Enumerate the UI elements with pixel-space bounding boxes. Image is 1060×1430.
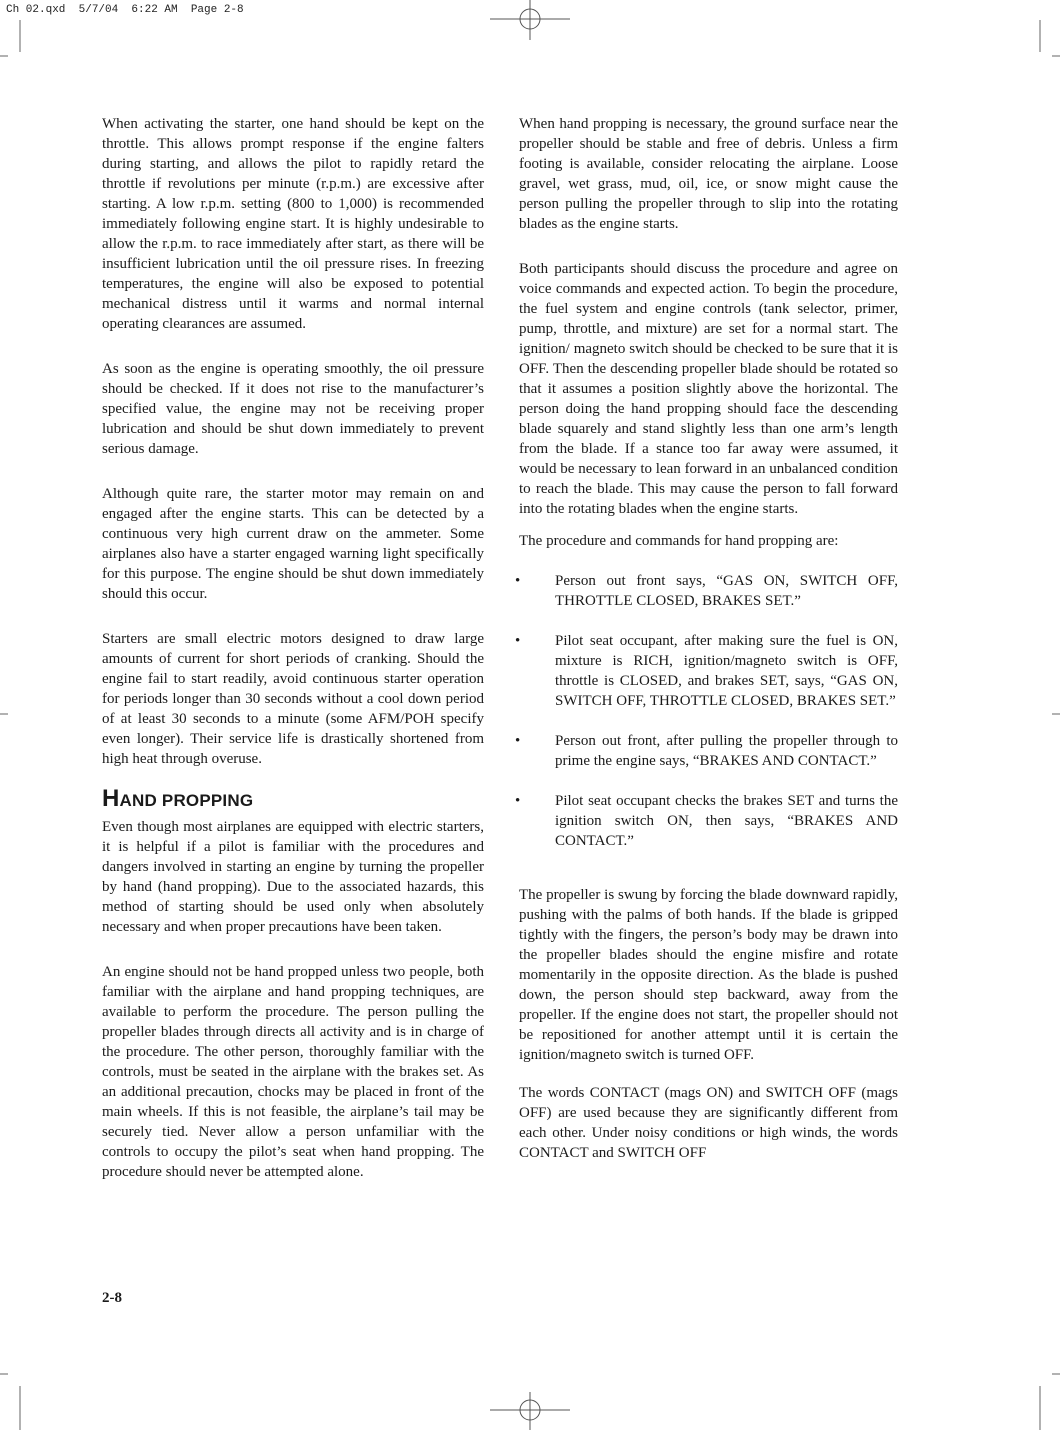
registration-mark-top [488,0,572,40]
heading-initial: H [102,785,120,812]
list-item [515,731,898,771]
heading-rest: AND PROPPING [119,791,254,810]
paragraph-hand-propping-intro: Even though most airplanes are equipped with electric starters, it is helpful if a pilot is familiar with the procedures and dangers involved in starting an engine by turning the propeller by hand (hand propping). Due to the associated hazards, this method of starting should be used only when absolutely necessary and when proper precautions have been taken. [102,819,484,935]
paragraph-oil-pressure: As soon as the engine is operating smoothly, the oil pressure should be checked. If it does not rise to the manufacturer’s specified value, the engine may not be receiving proper lubrication and should be shut down immediately to prevent serious damage. [102,361,484,457]
list-item-text: Pilot seat occupant checks the brakes SET and turns the ignition switch ON, then says, “BRAKES AND CONTACT.” [555,793,898,849]
bullet-icon: • [515,733,521,749]
paragraph-propeller-swing: The propeller is swung by forcing the blade downward rapidly, pushing with the palms of both hands. If the blade is gripped tightly with the fingers, the person’s body may be drawn into the propeller blades should the engine misfire and rotate momentarily in the opposite direction. As the blade is pushed down, the person should step backward, away from the propeller. If the engine does not start, the propeller should not be repositioned for another attempt until it is certain the ignition/magneto switch is turned OFF. [519,887,898,1063]
paragraph-starter-motors: Starters are small electric motors designed to draw large amounts of current for short periods of cranking. Should the engine fail to start readily, avoid continuous starter operation for periods longer than 30 seconds without a cool down period of at least 30 seconds to a minute (some AFM/POH specify even longer). Their service life is drastically shortened from high heat through overuse. [102,631,484,767]
paragraph-ground-surface: When hand propping is necessary, the ground surface near the propeller should be stable and free of debris. Unless a firm footing is available, consider relocating the airplane. Loose gravel, wet grass, mud, oil, ice, or snow might cause the person pulling the propeller through to slip into the rotating blades as the engine starts. [519,116,898,232]
section-heading-hand-propping [102,785,484,812]
bullet-icon: • [515,793,521,809]
page-number: 2-8 [102,1290,122,1306]
paragraph-procedure-intro: The procedure and commands for hand propping are: [519,533,839,549]
paragraph-two-people: An engine should not be hand propped unless two people, both familiar with the airplane and hand propping techniques, are available to perform the procedure. The person pulling the propeller blades through directs all activity and is in charge of the procedure. The other person, thoroughly familiar with the controls, must be seated in the airplane with the brakes set. As an additional precaution, chocks may be placed in front of the main wheels. If this is not feasible, the airplane’s tail may be securely tied. Never allow a person unfamiliar with the controls to occupy the pilot’s seat when hand propping. The procedure should never be attempted alone. [102,964,484,1180]
paragraph-contact-words: The words CONTACT (mags ON) and SWITCH OFF (mags OFF) are used because they are significantly different from each other. Under noisy conditions or high winds, the words CONTACT and SWITCH OFF [519,1085,898,1161]
paragraph-starter-engaged: Although quite rare, the starter motor may remain on and engaged after the engine starts. This can be detected by a continuous very high current draw on the ammeter. Some airplanes also have a starter engaged warning light specifically for this purpose. The engine should be shut down immediately should this occur. [102,486,484,602]
list-item [515,631,898,711]
list-item-text: Pilot seat occupant, after making sure the fuel is ON, mixture is RICH, ignition/magneto switch is OFF, throttle is CLOSED, and brakes SET, says, “GAS ON, SWITCH OFF, THROTTLE CLOSED, BRAKES SET.” [555,633,898,709]
crop-mark-bottom-right [1036,1366,1060,1430]
list-item [515,571,898,611]
crop-mark-top-right [1036,20,1060,60]
list-item-text: Person out front says, “GAS ON, SWITCH OFF, THROTTLE CLOSED, BRAKES SET.” [555,573,898,609]
bullet-icon: • [515,573,521,589]
crop-mark-bottom-left [0,1366,24,1430]
registration-mark-bottom [488,1392,572,1430]
command-list [515,571,898,851]
list-item [515,791,898,851]
paragraph-starter-throttle: When activating the starter, one hand should be kept on the throttle. This allows prompt response if the engine falters during starting, and allows the pilot to rapidly retard the throttle if revolutions per minute (r.p.m.) are excessive after starting. A low r.p.m. setting (800 to 1,000) is recommended immediately following engine start. It is highly undesirable to allow the r.p.m. to race immediately after start, as there will be insufficient lubrication until the oil pressure rises. In freezing temperatures, the engine will also be exposed to potential mechanical distress until it warms and normal internal operating clearances are assumed. [102,116,484,332]
crop-mark-middle-left [0,708,12,720]
print-slug: Ch 02.qxd 5/7/04 6:22 AM Page 2-8 [6,4,244,16]
crop-mark-middle-right [1048,708,1060,720]
paragraph-participants: Both participants should discuss the procedure and agree on voice commands and expected action. To begin the procedure, the fuel system and engine controls (tank selector, primer, pump, throttle, and mixture) are set for a normal start. The ignition/ magneto switch should be checked to be sure that it is OFF. Then the descending propeller blade should be rotated so that it assumes a position slightly above the horizontal. The person doing the hand propping should face the descending blade squarely and stand slightly less than one arm’s length from the blade. If a stance too far away were assumed, it would be necessary to lean forward in an unbalanced condition to reach the blade. This may cause the person to fall forward into the rotating blades when the engine starts. [519,261,898,517]
bullet-icon: • [515,633,521,649]
crop-mark-top-left [0,20,24,60]
left-column [102,114,484,1182]
right-column [515,114,898,1163]
list-item-text: Person out front, after pulling the propeller through to prime the engine says, “BRAKES AND CONTACT.” [555,733,898,769]
